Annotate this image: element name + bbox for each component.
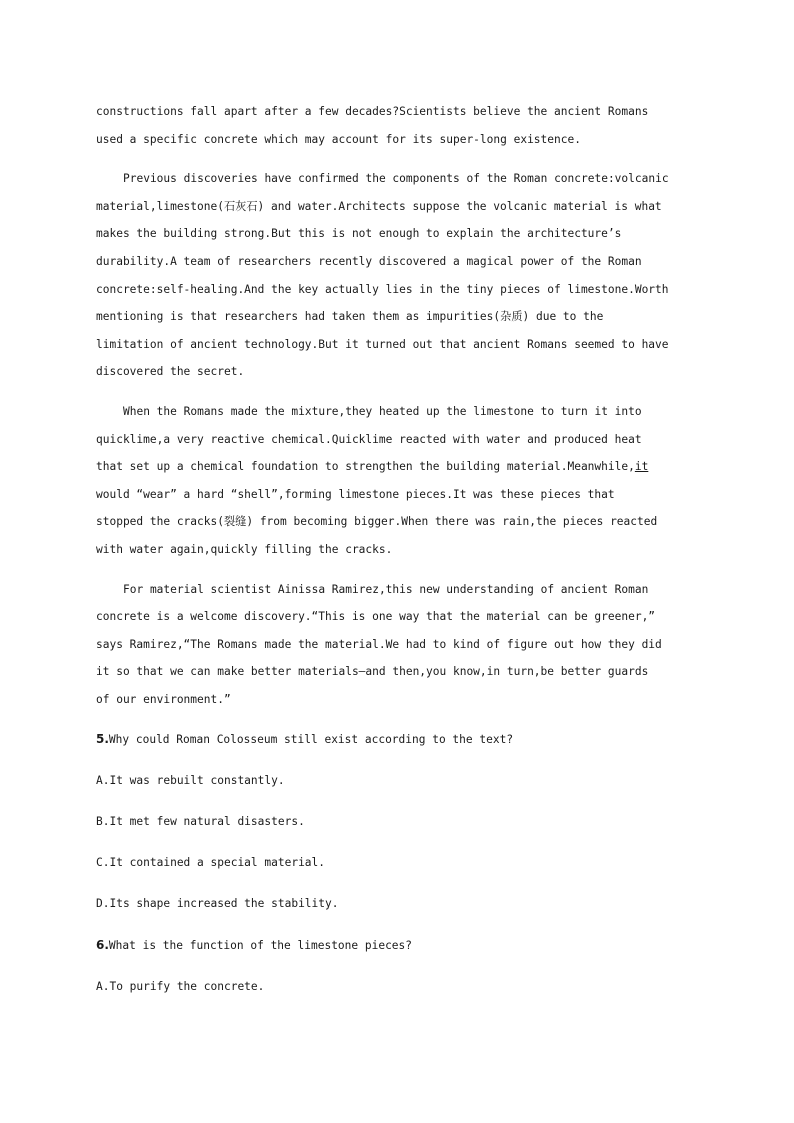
text-line: constructions fall apart after a few decades?Scientists believe the ancient Romans (96, 105, 649, 118)
option-a: A.To purify the concrete. (96, 980, 265, 994)
question-6 (96, 931, 696, 960)
question-number: 5. (96, 732, 109, 747)
text-line: concrete:self-healing.And the key actually lies in the tiny pieces of limestone.Worth (96, 282, 669, 296)
text-line: For material scientist Ainissa Ramirez,this new understanding of ancient Roman (123, 582, 649, 596)
text-line: says Ramirez,“The Romans made the material.We had to kind of figure out how they did (96, 637, 662, 651)
text-line: mentioning is that researchers had taken them as impurities(杂质) due to the (96, 310, 604, 324)
text-line: When the Romans made the mixture,they heated up the limestone to turn it into (123, 404, 642, 418)
option-d: D.Its shape increased the stability. (96, 897, 339, 911)
text-line: used a specific concrete which may account for its super-long existence. (96, 132, 581, 146)
text-line: makes the building strong.But this is not enough to explain the architecture’s (96, 227, 622, 241)
text-line: would “wear” a hard “shell”,forming limestone pieces.It was these pieces that (96, 487, 615, 501)
option-b: B.It met few natural disasters. (96, 815, 305, 829)
paragraph-4 (96, 576, 696, 714)
option-a: A.It was rebuilt constantly. (96, 774, 285, 788)
text-line: limitation of ancient technology.But it turned out that ancient Romans seemed to have (96, 337, 669, 351)
document-page (96, 98, 696, 1014)
question-text: What is the function of the limestone pieces? (108, 939, 413, 953)
text-line: concrete is a welcome discovery.“This is one way that the material can be greener,” (96, 610, 656, 624)
question-text: Why could Roman Colosseum still exist according to the text? (108, 733, 514, 747)
paragraph-1 (96, 98, 696, 153)
text-line: with water again,quickly filling the cracks. (96, 542, 393, 556)
underlined-word: it (634, 460, 649, 474)
question-5 (96, 725, 696, 754)
text-line (96, 453, 696, 481)
text-line: durability.A team of researchers recently discovered a magical power of the Roman (96, 254, 642, 268)
text-line: it so that we can make better materials—and then,you know,in turn,be better guards (96, 665, 649, 679)
question-number: 6. (96, 938, 109, 953)
text-line: material,limestone(石灰石) and water.Architects suppose the volcanic material is what (96, 199, 662, 213)
option-c: C.It contained a special material. (96, 856, 326, 870)
text-line: Previous discoveries have confirmed the components of the Roman concrete:volcanic (123, 172, 669, 186)
text-line: discovered the secret. (96, 365, 245, 379)
text-line: stopped the cracks(裂缝) from becoming bigger.When there was rain,the pieces reacted (96, 515, 658, 529)
paragraph-2 (96, 165, 696, 386)
text-segment: that set up a chemical foundation to strengthen the building material.Meanwhile, (96, 460, 635, 474)
paragraph-3 (96, 398, 696, 564)
text-line: of our environment.” (96, 692, 231, 706)
text-line: quicklime,a very reactive chemical.Quicklime reacted with water and produced heat (96, 432, 642, 446)
